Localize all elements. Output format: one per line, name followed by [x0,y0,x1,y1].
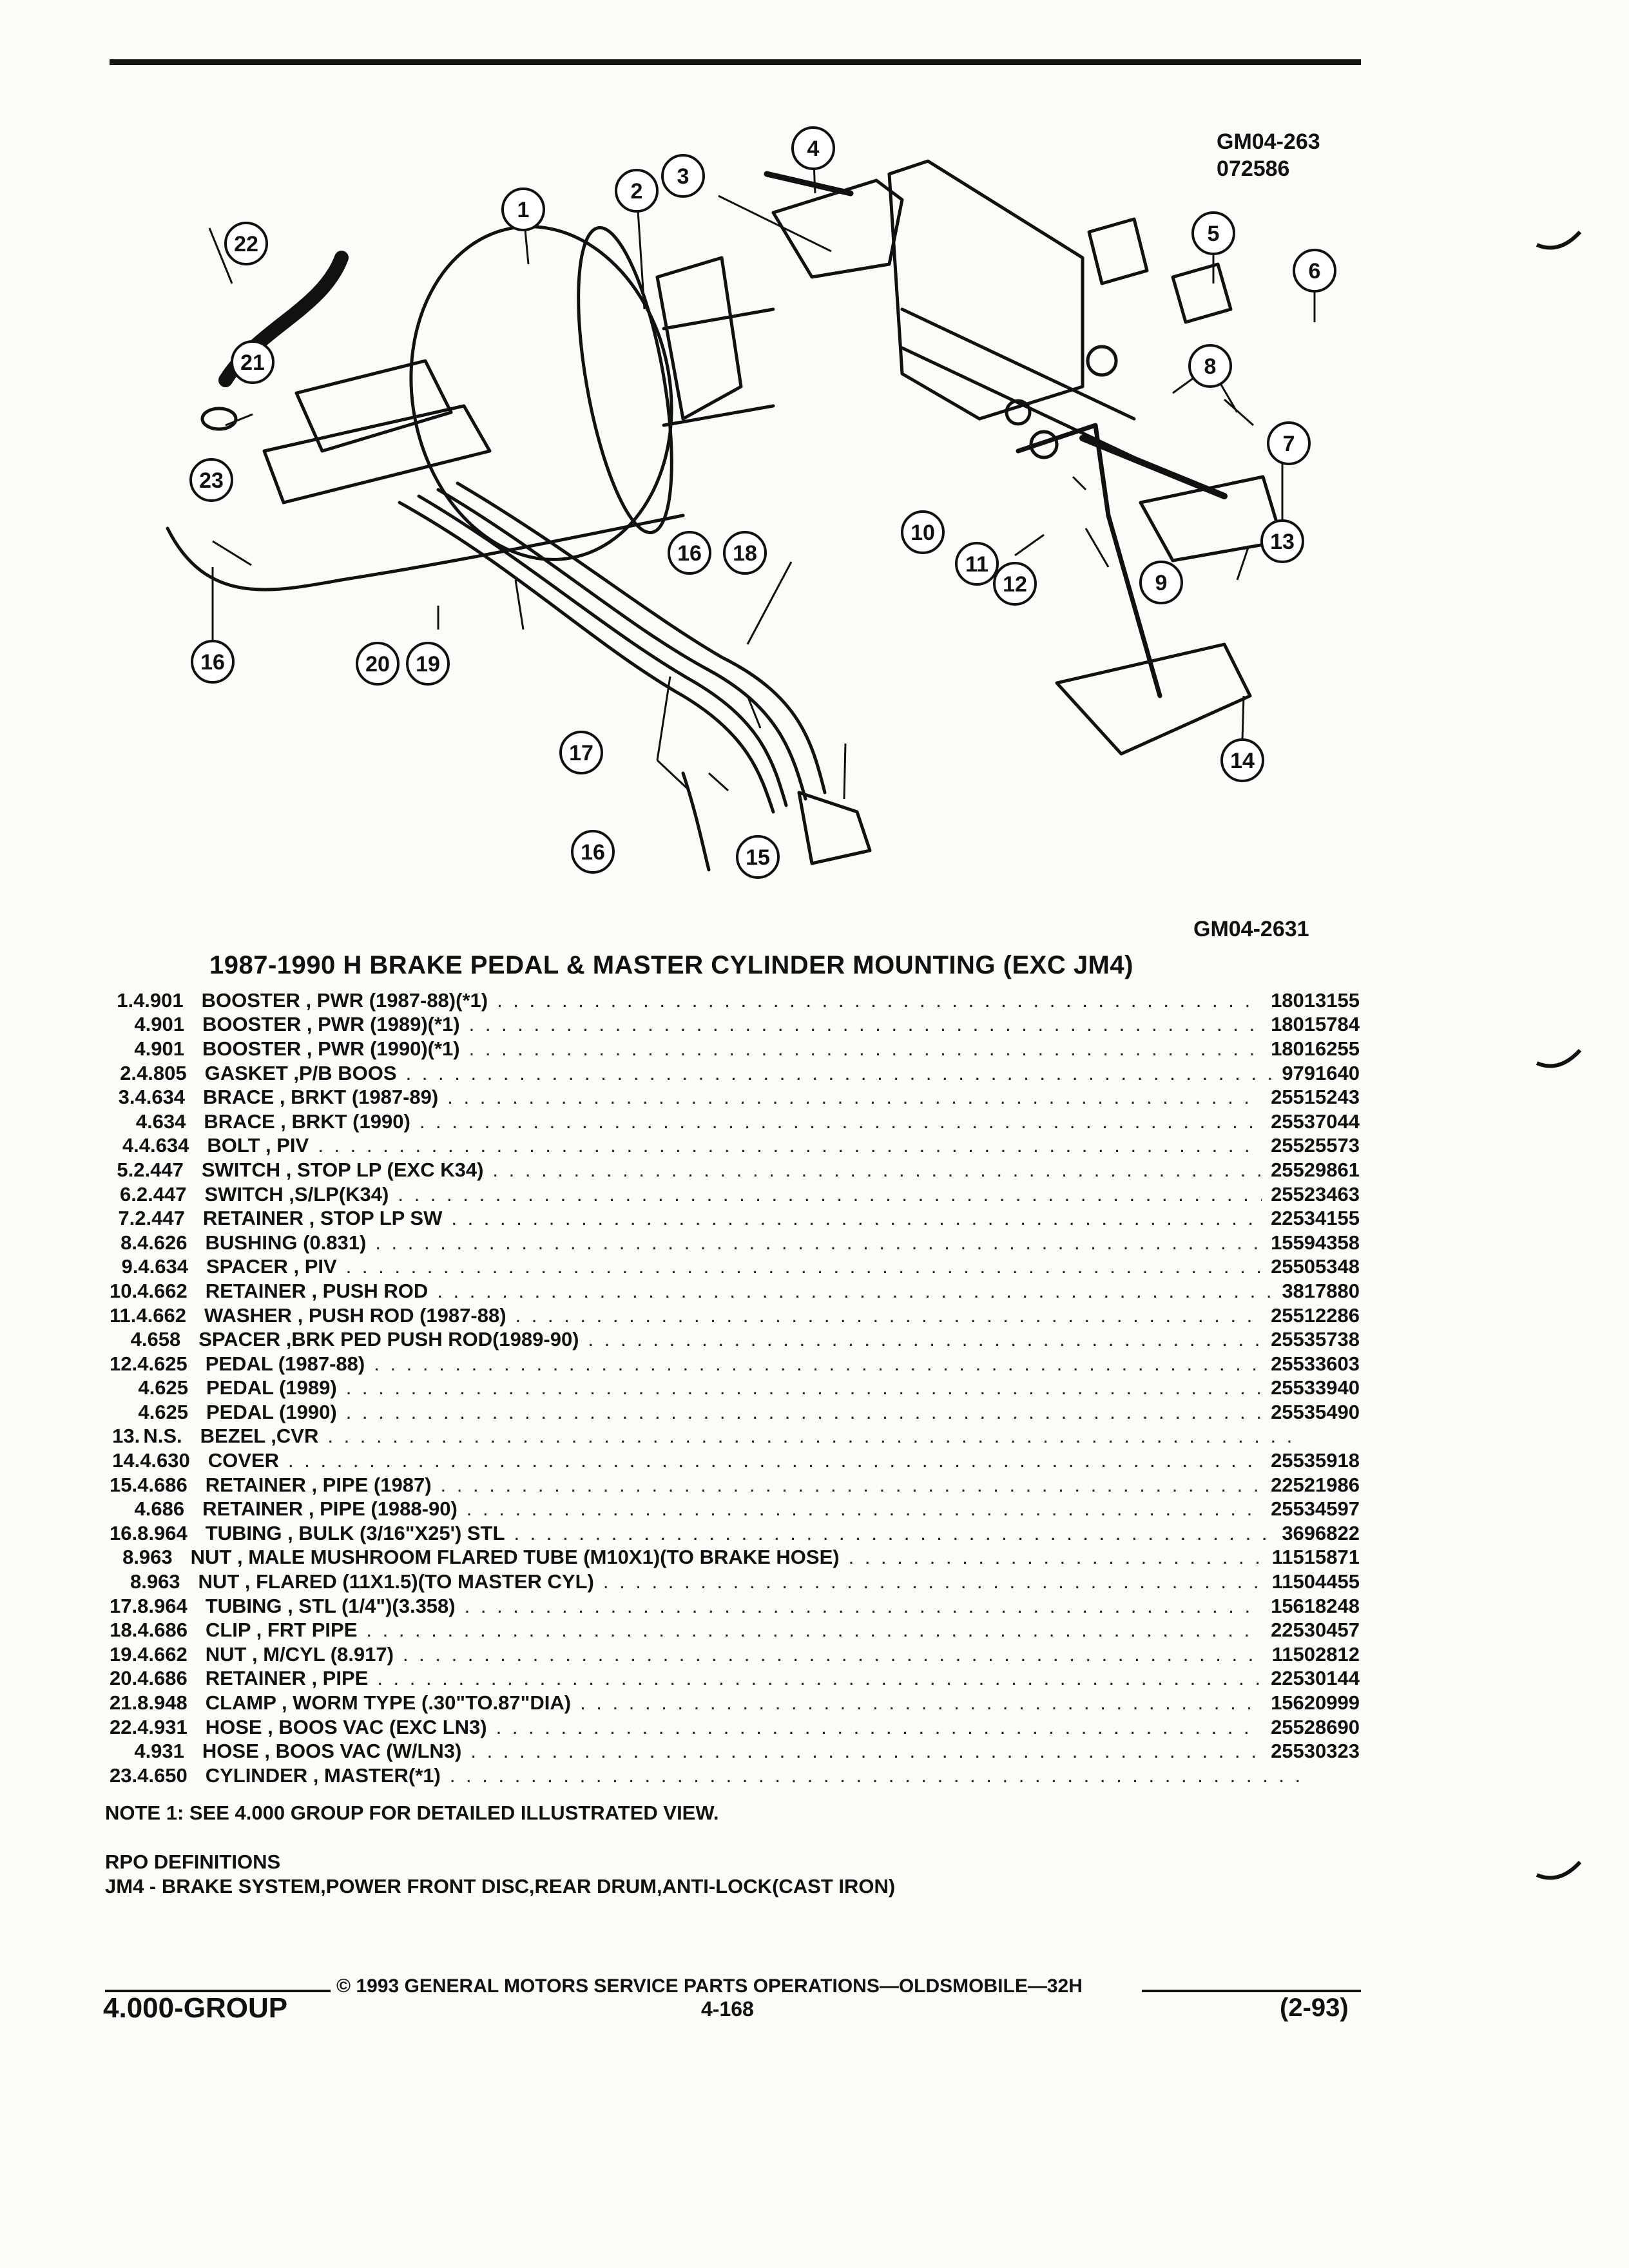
pedal-pad-cover [1057,644,1250,754]
part-row [110,1667,1360,1691]
part-number: 25525573 [1271,1134,1360,1157]
leader-dots [496,1716,1262,1739]
brake-pedal-arm [1018,425,1160,696]
callout-21 [232,341,273,383]
callout-15 [737,836,778,878]
part-item-number: 23. [110,1763,138,1787]
callout-6 [1294,250,1335,291]
part-number: 25535738 [1271,1328,1360,1351]
part-description: HOSE , BOOS VAC (EXC LN3) [205,1715,487,1738]
exploded-view-diagram [129,116,1353,915]
part-item-number: 11. [110,1303,137,1327]
revision-date: (2-93) [1280,1994,1349,2022]
note-1: NOTE 1: SEE 4.000 GROUP FOR DETAILED ILLUSTRATED VIEW. [105,1802,719,1824]
callout-4 [793,128,834,169]
rpo-definition-jm4: JM4 - BRAKE SYSTEM,POWER FRONT DISC,REAR DRUM,ANTI-LOCK(CAST IRON) [105,1875,896,1898]
part-row [110,1594,1360,1619]
part-description: BOOSTER , PWR (1989)(*1) [202,1013,460,1036]
part-group-number: 4.634 [135,1110,186,1133]
part-row [110,1061,1360,1086]
part-row [110,1085,1360,1110]
svg-text:2: 2 [630,179,643,204]
part-group-number: 4.931 [134,1740,184,1763]
svg-text:13: 13 [1270,530,1295,554]
part-group-number: 8.963 [130,1570,180,1593]
part-description: NUT , M/CYL (8.917) [205,1642,394,1666]
part-row [110,1739,1360,1763]
part-number: 25529861 [1271,1158,1360,1181]
part-item-number: 7. [118,1207,135,1230]
part-number: 25530323 [1271,1740,1360,1763]
part-description: PEDAL (1990) [206,1400,337,1423]
svg-text:18: 18 [733,541,757,566]
part-description: SPACER ,BRK PED PUSH ROD(1989-90) [198,1328,579,1351]
part-number: 22521986 [1271,1473,1360,1496]
svg-text:15: 15 [746,845,770,870]
part-number: 18015784 [1271,1013,1360,1036]
part-number: 25535918 [1271,1449,1360,1472]
part-group-number: 4.662 [137,1642,188,1666]
part-row [110,1570,1360,1594]
callout-5 [1193,213,1234,254]
leader-dots [346,1401,1262,1424]
svg-text:19: 19 [416,652,440,677]
svg-text:20: 20 [365,652,390,677]
top-rule [110,59,1361,65]
svg-text:16: 16 [677,541,702,566]
part-number: 3696822 [1282,1521,1360,1544]
part-group-number: 4.686 [137,1473,188,1496]
part-group-number: 2.447 [136,1182,187,1206]
leader-dots [318,1134,1262,1157]
leader-dots [580,1691,1262,1715]
svg-text:17: 17 [569,741,593,765]
part-row [110,1618,1360,1642]
part-group-number: 4.662 [137,1279,188,1302]
stop-lamp-switch-shape [1089,219,1147,284]
part-row [110,1763,1360,1788]
part-item-number: 17. [110,1594,138,1617]
part-row [110,1473,1360,1497]
leader-dots [603,1570,1263,1593]
part-number: 18016255 [1271,1037,1360,1060]
part-row [110,1327,1360,1352]
part-group-number: 4.658 [130,1328,181,1351]
part-description: BOOSTER , PWR (1990)(*1) [202,1037,460,1060]
leader-dots [327,1425,1303,1448]
part-item-number: 22. [110,1715,138,1738]
leader-dots [406,1062,1273,1085]
part-row [110,1231,1360,1255]
brake-assembly-illustration [129,116,1353,915]
part-group-number: 4.901 [134,1013,184,1036]
callout-19 [407,643,448,684]
leader-dots [375,1231,1262,1254]
leader-dots [366,1619,1262,1642]
part-group-number: 4.630 [140,1449,190,1472]
part-item-number: 21. [110,1691,138,1715]
part-number: 25535490 [1271,1400,1360,1423]
margin-mark-3 [1534,1856,1585,1894]
part-description: CYLINDER , MASTER(*1) [205,1763,441,1787]
part-description: BOOSTER , PWR (1987-88)(*1) [201,988,488,1012]
part-description: PEDAL (1989) [206,1376,337,1399]
part-item-number: 8. [120,1231,137,1254]
leader-dots [516,1304,1262,1327]
part-item-number: 1. [117,988,134,1012]
part-description: BRACE , BRKT (1987-89) [203,1086,439,1109]
part-item-number: 15. [110,1473,138,1496]
svg-text:23: 23 [199,468,224,493]
part-row [110,1182,1360,1207]
callout-16-left [192,641,233,682]
leader-dots [398,1183,1262,1206]
part-row [110,1425,1360,1449]
svg-text:16: 16 [581,840,605,865]
part-description: BRACE , BRKT (1990) [204,1110,410,1133]
leader-dots [346,1376,1262,1399]
part-description: SPACER , PIV [206,1255,337,1278]
leader-dots [288,1449,1262,1472]
leader-dots [451,1207,1262,1230]
part-item-number: 14. [112,1449,140,1472]
part-description: RETAINER , PIPE (1987) [205,1473,432,1496]
part-item-number: 16. [110,1521,138,1544]
leader-dots [470,1740,1262,1763]
diagram-date-code: 072586 [1217,157,1290,181]
part-row [110,1158,1360,1182]
page-number: 4-168 [701,1997,754,2021]
part-description: BOLT , PIV [207,1134,309,1157]
part-row [110,1546,1360,1570]
callout-14 [1222,740,1263,781]
dash-rail-lines [902,309,1134,457]
part-number: 25512286 [1271,1303,1360,1327]
callout-3 [662,155,704,197]
part-item-number: 2. [120,1061,137,1084]
part-group-number: 4.686 [137,1619,188,1642]
callout-12 [994,563,1036,604]
callout-13 [1262,521,1303,562]
part-row [110,1400,1360,1425]
part-number: 25533940 [1271,1376,1360,1399]
part-number: 22530457 [1271,1619,1360,1642]
callout-16-bottom [572,831,613,872]
part-row [110,1497,1360,1521]
part-number: 22530144 [1271,1667,1360,1690]
copyright-notice: © 1993 GENERAL MOTORS SERVICE PARTS OPERATIONS—OLDSMOBILE—32H [336,1975,1083,1997]
part-row [110,1279,1360,1303]
leader-dots [377,1667,1262,1690]
leader-dots [447,1086,1262,1109]
svg-text:22: 22 [234,232,258,256]
part-group-number: 4.931 [137,1715,188,1738]
callout-16-mid [669,532,710,573]
part-description: BEZEL ,CVR [200,1425,319,1448]
part-description: CLIP , FRT PIPE [205,1619,358,1642]
part-description: HOSE , BOOS VAC (W/LN3) [202,1740,462,1763]
svg-text:1: 1 [517,198,530,222]
part-description: TUBING , BULK (3/16"X25') STL [205,1521,505,1544]
svg-text:11: 11 [965,552,988,577]
svg-text:14: 14 [1230,749,1255,773]
part-description: SWITCH ,S/LP(K34) [204,1182,389,1206]
leader-dots [497,989,1262,1012]
part-number: 25515243 [1271,1086,1360,1109]
callout-8 [1190,345,1231,387]
part-number: 3817880 [1282,1279,1360,1302]
part-item-number: 9. [121,1255,139,1278]
part-group-number: 8.963 [122,1546,173,1569]
part-description: RETAINER , PIPE [205,1667,369,1690]
part-item-number: 12. [110,1352,138,1375]
part-group-number: 4.686 [137,1667,188,1690]
part-number: 15620999 [1271,1691,1360,1715]
callout-17 [561,732,602,773]
diagram-ref-top: GM04-263 [1217,130,1320,154]
part-group-number: 4.650 [137,1763,188,1787]
leader-dots [469,1013,1262,1036]
part-row [110,1376,1360,1401]
part-description: NUT , MALE MUSHROOM FLARED TUBE (M10X1)(TO BRAKE HOSE) [190,1546,840,1569]
part-item-number: 4. [122,1134,139,1157]
leader-dots [346,1255,1262,1278]
part-group-number: 4.625 [138,1376,188,1399]
part-item-number: 19. [110,1642,138,1666]
part-number: 15594358 [1271,1231,1360,1254]
pivot-bolt-shape [767,174,851,193]
part-group-number: 4.625 [138,1400,188,1423]
leader-dots [419,1110,1262,1133]
svg-text:3: 3 [677,164,689,189]
callout-23 [191,459,232,501]
part-number: 22534155 [1271,1207,1360,1230]
leader-dots [467,1497,1262,1521]
part-row [110,1255,1360,1280]
part-item-number: 3. [118,1086,135,1109]
svg-text:4: 4 [807,137,820,161]
part-group-number: 8.964 [137,1521,188,1544]
part-number: 25533603 [1271,1352,1360,1375]
pipe-retainer-shape [799,793,870,863]
part-number: 25505348 [1271,1255,1360,1278]
part-group-number: 8.964 [137,1594,188,1617]
part-description: WASHER , PUSH ROD (1987-88) [204,1303,506,1327]
svg-text:9: 9 [1155,571,1168,595]
leader-dots [465,1595,1262,1618]
part-row [110,1037,1360,1061]
callout-10 [902,512,943,553]
part-number: 25523463 [1271,1182,1360,1206]
parts-list [110,988,1360,1788]
part-group-number: 4.634 [138,1255,188,1278]
part-item-number: 10. [110,1279,138,1302]
callout-20 [357,643,398,684]
part-item-number: 20. [110,1667,138,1690]
part-row [110,1013,1360,1037]
part-description: COVER [207,1449,280,1472]
callout-2 [616,170,657,211]
leader-dots [514,1522,1273,1545]
part-number: 15618248 [1271,1594,1360,1617]
part-number: 11515871 [1271,1546,1360,1569]
stop-lamp-switch-k34-shape [1173,264,1231,322]
group-label: 4.000-GROUP [103,1992,288,2024]
svg-text:12: 12 [1003,572,1027,597]
svg-text:7: 7 [1282,432,1295,456]
part-description: SWITCH , STOP LP (EXC K34) [201,1158,484,1181]
part-row [110,1642,1360,1667]
svg-text:21: 21 [240,351,265,375]
callout-18 [724,532,766,573]
svg-text:10: 10 [911,521,935,545]
part-number: 9791640 [1282,1061,1360,1084]
leader-dots [441,1474,1262,1497]
svg-text:8: 8 [1204,354,1217,379]
part-item-number: 13. [112,1425,140,1448]
pivot-bracket-shape [773,180,902,277]
part-number: 25528690 [1271,1715,1360,1738]
part-item-number: 6. [120,1182,137,1206]
part-number: 11504455 [1271,1570,1360,1593]
master-cylinder-body [264,406,490,503]
part-group-number: 4.901 [134,1037,184,1060]
part-row [110,1448,1360,1473]
part-row [110,1134,1360,1158]
part-group-number: 4.686 [134,1497,185,1521]
part-group-number: 2.447 [135,1207,185,1230]
part-group-number: 2.447 [133,1158,184,1181]
part-number: 18013155 [1271,988,1360,1012]
part-number: 25537044 [1271,1110,1360,1133]
part-group-number: 4.634 [135,1086,186,1109]
switch-retainer-shape [1088,347,1116,375]
part-description: RETAINER , PIPE (1988-90) [202,1497,458,1521]
part-number: 11502812 [1271,1642,1360,1666]
part-description: PEDAL (1987-88) [205,1352,365,1375]
part-number: 25534597 [1271,1497,1360,1521]
part-group-number: 4.805 [137,1061,187,1084]
callout-7 [1268,423,1309,464]
leader-dots [492,1158,1262,1182]
hose-clamp [202,408,236,429]
callout-9 [1141,562,1182,603]
leader-dots [403,1643,1263,1666]
callout-11 [956,543,998,584]
part-description: CLAMP , WORM TYPE (.30"TO.87"DIA) [205,1691,572,1715]
part-row [110,1715,1360,1740]
part-item-number: 18. [110,1619,138,1642]
callout-1 [503,189,544,230]
rpo-heading: RPO DEFINITIONS [105,1850,281,1873]
margin-mark-1 [1534,226,1585,264]
part-group-number: 4.901 [133,988,184,1012]
svg-text:16: 16 [200,650,225,675]
part-row [110,1110,1360,1134]
diagram-ref-bottom: GM04-2631 [1193,917,1309,941]
leader-dots [849,1546,1263,1569]
part-group-number: 4.634 [139,1134,189,1157]
leader-dots [374,1352,1262,1376]
part-row [110,1303,1360,1328]
part-row [110,1206,1360,1231]
part-description: RETAINER , STOP LP SW [202,1207,443,1230]
part-row [110,1521,1360,1546]
callout-22 [226,223,267,264]
part-group-number: N.S. [143,1425,182,1448]
leader-dots [437,1280,1273,1303]
footer-rule-right [1142,1990,1361,1992]
part-group-number: 4.626 [137,1231,188,1254]
part-row [110,1691,1360,1715]
leader-dots [588,1328,1262,1351]
part-item-number: 5. [117,1158,134,1181]
part-group-number: 4.625 [137,1352,188,1375]
part-description: TUBING , STL (1/4")(3.358) [205,1594,456,1617]
section-title: 1987-1990 H BRAKE PEDAL & MASTER CYLINDER MOUNTING (EXC JM4) [209,951,1133,979]
margin-mark-2 [1534,1044,1585,1082]
part-group-number: 8.948 [137,1691,188,1715]
svg-text:6: 6 [1308,259,1321,284]
part-description: GASKET ,P/B BOOS [204,1061,397,1084]
part-description: NUT , FLARED (11X1.5)(TO MASTER CYL) [198,1570,594,1593]
part-row [110,988,1360,1013]
part-description: BUSHING (0.831) [205,1231,367,1254]
leader-dots [469,1037,1262,1061]
part-description: RETAINER , PUSH ROD [205,1279,429,1302]
booster-body [385,206,697,581]
part-row [110,1352,1360,1376]
svg-text:5: 5 [1207,222,1220,246]
leader-dots [450,1764,1309,1787]
part-group-number: 4.662 [136,1303,186,1327]
